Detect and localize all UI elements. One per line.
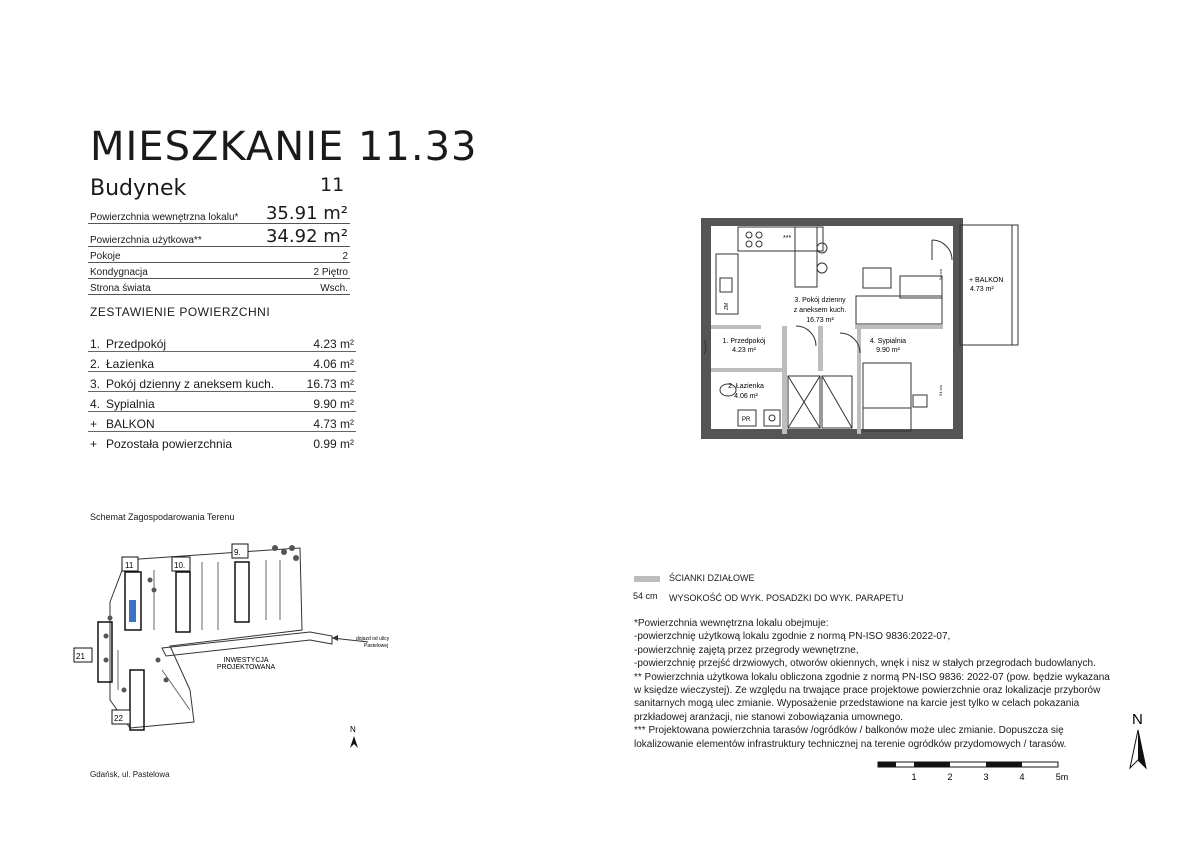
room1-area: 4.23 m² bbox=[732, 347, 756, 354]
room-row bbox=[88, 332, 356, 352]
room-row bbox=[88, 372, 356, 392]
page-title: MIESZKANIE 11.33 bbox=[90, 124, 478, 170]
investment-label: PROJEKTOWANA bbox=[216, 664, 276, 671]
floor-plan bbox=[700, 218, 1030, 440]
room3-label: z aneksem kuch. bbox=[793, 307, 847, 314]
room-number: 3. bbox=[90, 377, 101, 391]
legend-height: WYSOKOŚĆ OD WYK. POSADZKI DO WYK. PARAPETU bbox=[669, 593, 904, 603]
note-line: -powierzchnię użytkową lokalu zgodnie z normą PN-ISO 9836:2022-07, bbox=[634, 631, 951, 643]
note-line: *** Projektowana powierzchnia tarasów /ogródków / balkonów może ulec zmianie. Dopuszcza się bbox=[634, 725, 1064, 737]
building-labels bbox=[74, 544, 248, 724]
info-row-rooms bbox=[88, 247, 350, 263]
room-name: Pozostała powierzchnia bbox=[106, 437, 233, 451]
room-name: BALKON bbox=[106, 417, 155, 431]
note-line: lokalizowanie elementów infrastruktury technicznej na terenie ogródków przydomowych / tarasów. bbox=[634, 738, 1067, 750]
living-furniture bbox=[856, 240, 952, 324]
scale-tick: 5m bbox=[1055, 772, 1069, 782]
info-label: Powierzchnia użytkowa** bbox=[90, 235, 202, 246]
room-area: 4.06 m² bbox=[313, 357, 354, 371]
pr-label: PR bbox=[742, 417, 751, 423]
info-table bbox=[88, 201, 350, 295]
info-label: Strona świata bbox=[90, 283, 151, 294]
info-label: Kondygnacja bbox=[90, 267, 148, 278]
access-arrowhead bbox=[332, 635, 338, 641]
notes bbox=[634, 617, 1154, 751]
balcony-name: + BALKON bbox=[969, 277, 1004, 284]
room-row bbox=[88, 412, 356, 432]
room4-area: 9.90 m² bbox=[876, 347, 900, 354]
room4-label: 4. Sypialnia bbox=[869, 338, 907, 345]
building-label: 10. bbox=[174, 561, 186, 570]
room-number: + bbox=[90, 437, 98, 451]
room-area: 9.90 m² bbox=[313, 397, 354, 411]
scale-tick: 1 bbox=[911, 772, 917, 782]
room2-area: 4.06 m² bbox=[734, 393, 758, 400]
room-name: Przedpokój bbox=[106, 337, 167, 351]
room-number: 1. bbox=[90, 337, 101, 351]
info-value: 34.92 m² bbox=[265, 226, 348, 247]
note-line: *Powierzchnia wewnętrzna lokalu obejmuje: bbox=[634, 618, 829, 629]
building-label: 22 bbox=[114, 714, 123, 723]
room-summary-list bbox=[88, 332, 356, 451]
info-value: 2 Piętro bbox=[313, 267, 348, 278]
room-area: 4.73 m² bbox=[313, 417, 354, 431]
plot-boundary bbox=[110, 548, 302, 728]
info-row-internal-area bbox=[88, 201, 350, 224]
note-line: w księdze wieczystej). Ze względu na trwające prace projektowe powierzchnie oraz lokalizacje przyborów bbox=[634, 685, 1101, 697]
building-label: 11 bbox=[125, 561, 134, 570]
address: Gdańsk, ul. Pastelowa bbox=[90, 770, 170, 779]
investment-label: INWESTYCJA bbox=[223, 657, 269, 664]
building-label: 9. bbox=[234, 548, 241, 557]
partition-wall-swatch bbox=[634, 576, 660, 582]
room3-area: 16.73 m² bbox=[806, 317, 834, 324]
room1-label: 1. Przedpokój bbox=[722, 338, 766, 345]
scale-tick: 3 bbox=[983, 772, 989, 782]
room-area: 0.99 m² bbox=[313, 437, 354, 451]
info-label: Powierzchnia wewnętrzna lokalu* bbox=[90, 212, 239, 223]
zm-label: ZM bbox=[724, 302, 730, 310]
building-9 bbox=[235, 562, 249, 622]
building-value: 11 bbox=[320, 174, 345, 196]
building-22 bbox=[130, 670, 144, 730]
info-row-orientation bbox=[88, 279, 350, 295]
note-line: -powierzchnię przejść drzwiowych, otworów okiennych, wnęk i nisz w stałych przegrodach budowlanych. bbox=[634, 658, 1096, 670]
north-arrow-icon bbox=[350, 736, 358, 748]
scale-outline bbox=[878, 762, 1058, 767]
summary-heading: ZESTAWIENIE POWIERZCHNI bbox=[90, 305, 271, 319]
north-label: N bbox=[1132, 711, 1143, 728]
info-value: 2 bbox=[342, 251, 348, 262]
access-label: dojazd od ulicy bbox=[356, 636, 390, 642]
site-plan bbox=[70, 540, 410, 750]
scale-bar bbox=[876, 758, 1076, 784]
note-line: ** Powierzchnia użytkowa lokalu obliczona zgodnie z normą PN-ISO 9836: 2022-07 (pow. będzie wykazana bbox=[634, 671, 1110, 683]
balcony bbox=[960, 225, 1018, 345]
parking bbox=[118, 560, 280, 710]
note-line: -powierzchnię zajętą przez przegrody wewnętrzne, bbox=[634, 644, 859, 656]
info-value: 35.91 m² bbox=[265, 203, 348, 224]
info-row-usable-area bbox=[88, 224, 350, 247]
north-label: N bbox=[350, 725, 356, 734]
site-plan-title: Schemat Zagospodarowania Terenu bbox=[90, 512, 235, 522]
room-name: Pokój dzienny z aneksem kuch. bbox=[106, 377, 275, 391]
room3-label: 3. Pokój dzienny bbox=[794, 297, 846, 304]
room-name: Łazienka bbox=[106, 357, 155, 371]
bedroom-door bbox=[796, 326, 816, 346]
note-line: sanitarnych mogą ulec zmianie. Wyposażenie przedstawione na karcie jest tylko w celach pokazania bbox=[634, 698, 1080, 710]
balcony-area: 4.73 m² bbox=[970, 286, 994, 293]
room-row bbox=[88, 352, 356, 372]
height-icon: 54 cm bbox=[633, 591, 658, 601]
info-value: Wsch. bbox=[320, 283, 348, 294]
north-indicator bbox=[1126, 710, 1156, 772]
height-mark: 54 cm bbox=[938, 269, 943, 280]
note-line: przkładowej aranżacji, nie stanowi zobowiązania umownego. bbox=[634, 711, 904, 723]
room-row bbox=[88, 432, 356, 451]
room-area: 16.73 m² bbox=[306, 377, 354, 391]
room-row bbox=[88, 392, 356, 412]
access-label: Pastelowej bbox=[364, 643, 389, 649]
highlight-flat bbox=[129, 600, 136, 622]
building-10 bbox=[176, 572, 190, 632]
room-number: + bbox=[90, 417, 98, 431]
scale-tick: 2 bbox=[947, 772, 953, 782]
room2-label: 2. Łazienka bbox=[728, 383, 764, 390]
height-mark: 54 cm bbox=[938, 385, 943, 396]
legend-walls: ŚCIANKI DZIAŁOWE bbox=[669, 573, 755, 583]
building-label: 21 bbox=[76, 652, 85, 661]
room-area: 4.23 m² bbox=[313, 337, 354, 351]
info-label: Pokoje bbox=[90, 251, 121, 262]
building-label: Budynek bbox=[90, 176, 187, 201]
room-number: 4. bbox=[90, 397, 101, 411]
room-number: 2. bbox=[90, 357, 101, 371]
stove-label: *** bbox=[783, 235, 792, 242]
room-name: Sypialnia bbox=[106, 397, 155, 411]
info-row-floor bbox=[88, 263, 350, 279]
scale-tick: 4 bbox=[1019, 772, 1025, 782]
